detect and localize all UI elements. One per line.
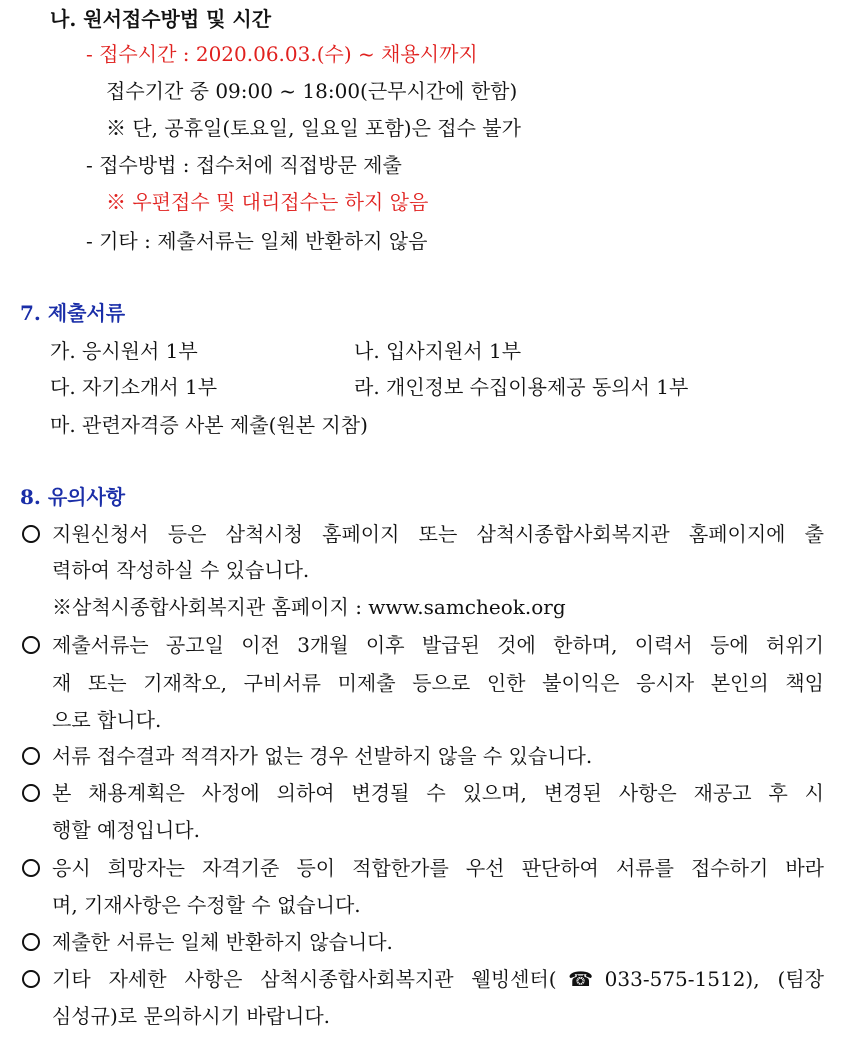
reception-time: - 접수시간 : 2020.06.03.(수) ~ 채용시까지 [86, 42, 478, 66]
document-item: 다. 자기소개서 1부 [50, 375, 218, 399]
note-line: 본 채용계획은 사정에 의하여 변경될 수 있으며, 변경된 사항은 재공고 후 시 [52, 781, 824, 805]
reception-period: 접수기간 중 09:00 ~ 18:00(근무시간에 한함) [106, 79, 518, 103]
contact-text: 기타 자세한 사항은 삼척시종합사회복지관 웰빙센터( [52, 967, 557, 991]
reception-method: - 접수방법 : 접수처에 직접방문 제출 [86, 153, 402, 177]
bullet-circle-icon [22, 859, 40, 877]
document-item: 가. 응시원서 1부 [50, 339, 198, 363]
note-line: 으로 합니다. [52, 708, 162, 732]
bullet-circle-icon [22, 636, 40, 654]
phone-number: 033-575-1512), (팀장 [604, 967, 824, 991]
note-line: 며, 기재사항은 수정할 수 없습니다. [52, 893, 361, 917]
phone-icon: ☎ [556, 967, 605, 991]
note-line: 제출한 서류는 일체 반환하지 않습니다. [52, 930, 393, 954]
note-line: 심성규)로 문의하시기 바랍니다. [52, 1004, 331, 1028]
note-line: 행할 예정입니다. [52, 818, 200, 842]
note-line: 지원신청서 등은 삼척시청 홈페이지 또는 삼척시종합사회복지관 홈페이지에 출 [52, 522, 824, 546]
method-note: ※ 우편접수 및 대리접수는 하지 않음 [106, 190, 429, 214]
note-line: 재 또는 기재착오, 구비서류 미제출 등으로 인한 불이익은 응시자 본인의 책임 [52, 671, 824, 695]
note-line: 서류 접수결과 적격자가 없는 경우 선발하지 않을 수 있습니다. [52, 744, 593, 768]
section-na-heading: 나. 원서접수방법 및 시간 [50, 7, 272, 31]
bullet-circle-icon [22, 784, 40, 802]
contact-line [52, 964, 824, 994]
website-note: ※삼척시종합사회복지관 홈페이지 : www.samcheok.org [52, 595, 566, 619]
bullet-circle-icon [22, 525, 40, 543]
note-line: 제출서류는 공고일 이전 3개월 이후 발급된 것에 한하며, 이력서 등에 허위기 [52, 633, 824, 657]
holiday-note: ※ 단, 공휴일(토요일, 일요일 포함)은 접수 불가 [106, 116, 521, 140]
document-item: 라. 개인정보 수집이용제공 동의서 1부 [354, 375, 689, 399]
note-line: 응시 희망자는 자격기준 등이 적합한가를 우선 판단하여 서류를 접수하기 바라 [52, 856, 824, 880]
document-item: 마. 관련자격증 사본 제출(원본 지참) [50, 413, 368, 437]
bullet-circle-icon [22, 933, 40, 951]
other-note: - 기타 : 제출서류는 일체 반환하지 않음 [86, 229, 428, 253]
bullet-circle-icon [22, 747, 40, 765]
bullet-circle-icon [22, 970, 40, 988]
section7-heading: 7. 제출서류 [20, 301, 126, 325]
document-item: 나. 입사지원서 1부 [354, 339, 522, 363]
section8-heading: 8. 유의사항 [20, 485, 126, 509]
note-line: 력하여 작성하실 수 있습니다. [52, 558, 310, 582]
